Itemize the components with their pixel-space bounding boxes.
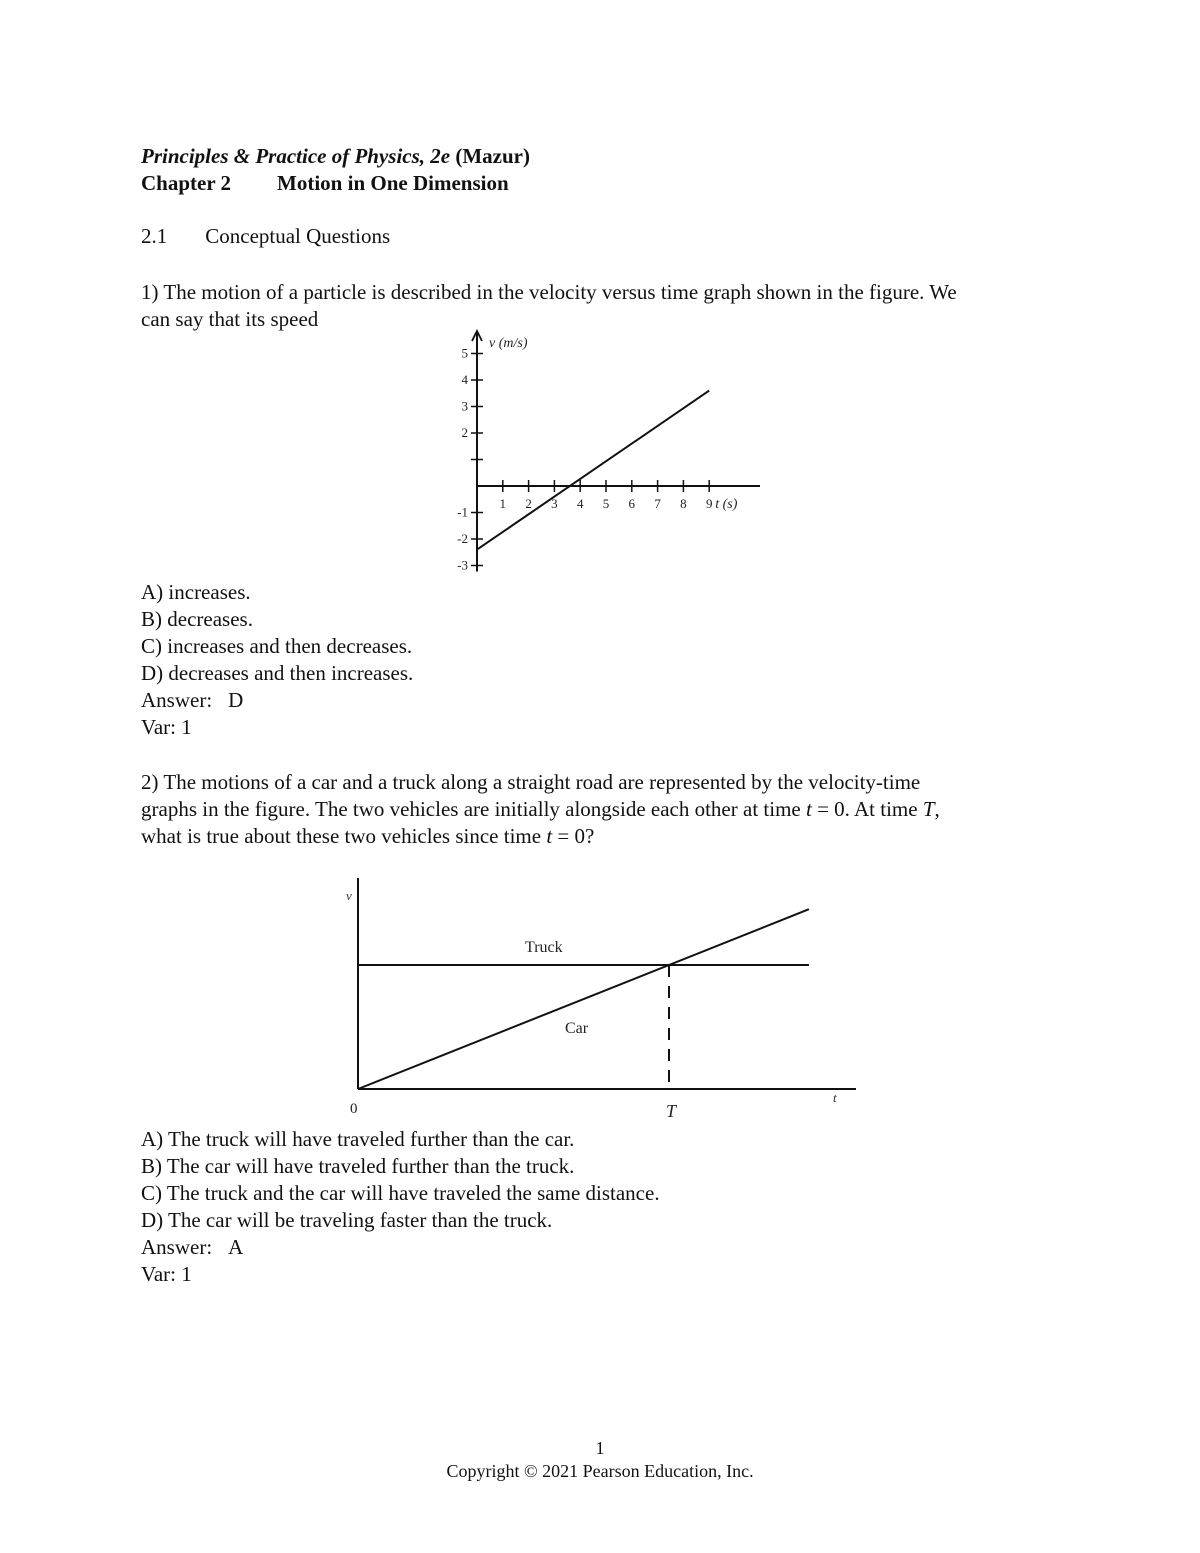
car-truck-chart [330, 870, 870, 1125]
y-tick-label: 5 [461, 345, 468, 361]
x-tick-label: 9 [705, 496, 713, 511]
question-1-option-d: D) decreases and then increases. [141, 661, 414, 685]
y-tick-label: -1 [457, 504, 468, 520]
y-tick-label: 2 [461, 425, 468, 440]
question-1-option-a: A) increases. [141, 580, 251, 604]
y-tick-label: 4 [461, 372, 468, 387]
question-2-answer: Answer: A [141, 1235, 244, 1259]
copyright: Copyright © 2021 Pearson Education, Inc. [446, 1461, 754, 1481]
origin-label: 0 [350, 1101, 358, 1117]
x-tick-label: 5 [602, 496, 610, 511]
question-2-text: 2) The motions of a car and a truck along a straight road are represented by the velocity-time graphs in the figure. The two vehicles are initially alongside each other at time t = 0. At time T, what is true about these two vehicles since time t = 0? [141, 770, 940, 848]
x-tick-label: 3 [551, 496, 558, 511]
y-tick-label: -2 [457, 531, 468, 546]
question-2-var: Var: 1 [141, 1262, 192, 1286]
x-tick-label: 7 [654, 496, 661, 511]
question-2-option-c: C) The truck and the car will have traveled the same distance. [141, 1181, 660, 1205]
book-title: Principles & Practice of Physics, 2e (Mazur) [141, 144, 530, 168]
x-tick-label: 8 [680, 496, 687, 511]
T-label: T [665, 1101, 677, 1121]
question-1-option-c: C) increases and then decreases. [141, 634, 413, 658]
truck-label: Truck [525, 939, 563, 956]
x-tick-label: 6 [628, 496, 636, 511]
question-1-answer: Answer: D [141, 688, 244, 712]
question-1-var: Var: 1 [141, 715, 192, 739]
x-tick-label: 4 [576, 496, 584, 511]
question-2-option-a: A) The truck will have traveled further than the car. [141, 1127, 575, 1151]
y-tick-label: 3 [461, 398, 468, 414]
question-2-option-d: D) The car will be traveling faster than the truck. [141, 1208, 553, 1232]
chapter-heading: Chapter 2 Motion in One Dimension [141, 171, 509, 195]
velocity-line [477, 391, 709, 550]
x-tick-label: 2 [525, 496, 532, 511]
x-tick-label: 1 [499, 496, 507, 511]
y-axis-label: v (m/s) [489, 336, 528, 351]
section-heading: 2.1 Conceptual Questions [141, 224, 391, 248]
question-2-option-b: B) The car will have traveled further than the truck. [141, 1154, 575, 1178]
y-tick-label: -3 [457, 557, 468, 573]
x-axis-label: t (s) [715, 497, 738, 512]
question-1-text: 1) The motion of a particle is described in the velocity versus time graph shown in the figure. We can say that its speed [141, 280, 957, 331]
question-1-option-b: B) decreases. [141, 607, 253, 631]
car-line [358, 909, 809, 1089]
velocity-time-chart [440, 325, 760, 585]
x-axis-label: t [833, 1090, 837, 1105]
car-label: Car [565, 1020, 589, 1037]
page-number: 1 [595, 1438, 605, 1458]
y-axis-label: v [346, 888, 352, 903]
